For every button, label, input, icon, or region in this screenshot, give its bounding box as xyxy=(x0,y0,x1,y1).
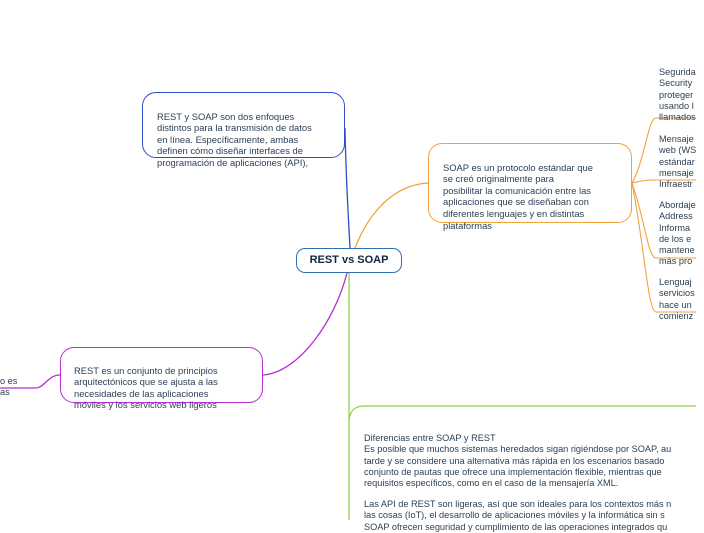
topic-differences-rest-light[interactable] xyxy=(364,488,704,532)
soap-child-messaging[interactable] xyxy=(659,123,699,190)
topic-differences-rest-light-text: Las API de REST son ligeras, así que son ideales para los contextos más n las cosas (IoT), el desarrollo de aplicaciones móviles y la informática sin s SOAP ofrecen seguridad y cumplimiento de las operaciones integrados qu xyxy=(364,499,672,532)
soap-child-language[interactable] xyxy=(659,266,699,322)
rest-child-text: o es as xyxy=(0,376,18,398)
soap-child-language-text: Lenguaj servicios hace un comienz xyxy=(659,277,695,321)
link-center-rest xyxy=(263,273,347,375)
soap-child-addressing-text: Abordaje Address Informa de los e mantene más pro xyxy=(659,200,696,267)
topic-differences-text: Diferencias entre SOAP y REST Es posible que muchos sistemas heredados sigan rigiéndose por SOAP, au tarde y se considere una alternativa más rápida en los escenarios basado conjunto de pautas que ofrece una implementación flexible, mientras que requisitos específicos, como en el caso de la mensajería XML. xyxy=(364,433,672,489)
central-topic-label: REST vs SOAP xyxy=(309,253,389,266)
central-topic[interactable] xyxy=(296,248,402,273)
soap-child-messaging-text: Mensaje web (WS estándar mensaje Infraestr xyxy=(659,134,697,190)
topic-differences[interactable] xyxy=(364,422,704,489)
link-center-rest-soap-intro xyxy=(345,128,350,248)
topic-rest-soap-intro[interactable] xyxy=(142,92,345,168)
soap-child-security[interactable] xyxy=(659,56,699,123)
soap-child-security-text: Segurida Security proteger usando l llamados xyxy=(659,67,696,123)
topic-soap[interactable] xyxy=(428,143,632,231)
topic-rest[interactable] xyxy=(60,347,263,411)
soap-child-addressing[interactable] xyxy=(659,189,699,267)
topic-soap-text: SOAP es un protocolo estándar que se creó originalmente para posibilitar la comunicación entre las aplicaciones que se diseñaban con diferentes lenguajes y en distintas plataformas xyxy=(443,161,593,231)
topic-rest-soap-intro-text: REST y SOAP son dos enfoques distintos para la transmisión de datos en línea. Específicamente, ambas definen cómo diseñar interfaces de programación de aplicaciones (API), xyxy=(157,110,312,168)
link-center-soap xyxy=(355,183,428,248)
green-bracket xyxy=(349,406,696,420)
rest-child[interactable] xyxy=(0,365,30,399)
topic-rest-text: REST es un conjunto de principios arquitectónicos que se ajusta a las necesidades de las aplicaciones móviles y los servicios web ligeros xyxy=(74,364,218,411)
